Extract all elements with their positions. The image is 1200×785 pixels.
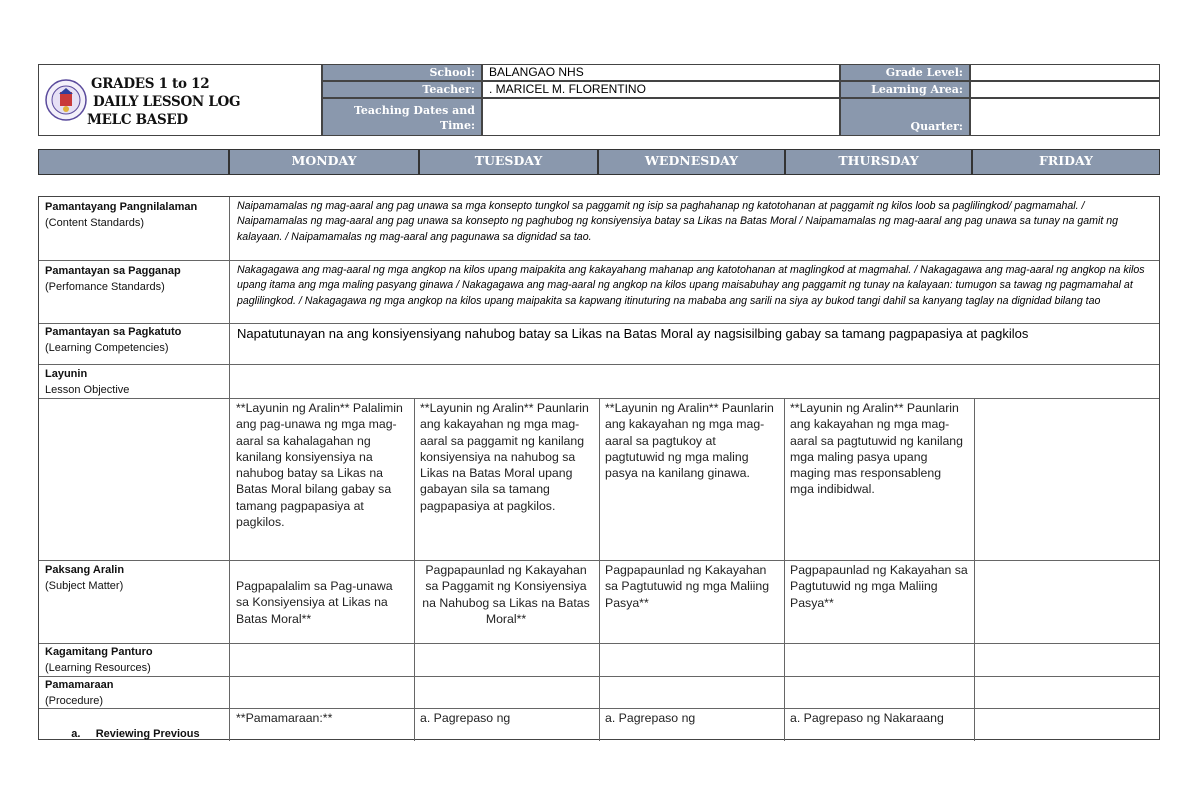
page-title [87,75,241,129]
reviewing-cell-wednesday[interactable]: a. Pagrepaso ng [605,711,696,725]
lesson-objective-sub: Lesson Objective [45,384,130,396]
day-header-blank [38,149,229,175]
column-divider [599,398,600,741]
day-header-row [38,149,1160,175]
learning-resources-label [45,644,153,676]
learning-competencies-text[interactable]: Napatutunayan na ang konsiyensiyang nahubog batay sa Likas na Batas Moral ay nagsisilbing gabay sa tamang pagpapasiya at pagkilos [237,326,1029,341]
performance-standards-sub: (Perfomance Standards) [45,281,165,293]
grade-level-label: Grade Level: [840,64,970,81]
subject-cell-wednesday[interactable]: Pagpapaunlad ng Kakayahan sa Pagtutuwid ng mga Maliing Pasya** [605,563,770,610]
dates-label [322,98,482,136]
reviewing-cell-tuesday[interactable]: a. Pagrepaso ng [420,711,511,725]
learning-resources-title: Kagamitang Panturo [45,646,153,658]
subject-matter-sub: (Subject Matter) [45,580,124,592]
learning-area-label: Learning Area: [840,81,970,98]
procedure-sub: (Procedure) [45,695,104,707]
day-header-wednesday: WEDNESDAY [598,149,785,175]
column-divider [229,197,230,741]
school-label: School: [322,64,482,81]
quarter-field[interactable] [970,98,1160,136]
dates-label-line-1: Teaching Dates and [353,104,475,117]
row-divider [39,260,1159,261]
lesson-log-table [38,196,1160,740]
content-standards-text[interactable]: Naipamamalas ng mag-aaral ang pag unawa sa mga konsepto tungkol sa paggamit ng isip sa paghahanap ng katotohanan at paggamit ng kilos loob sa paglilingkod/ pagmamahal. / Naipamamalas ng mag-aaral ang pag unawa sa konsepto ng paghubog ng konsiyensiya batay sa Likas na Batas Moral / Naipamamalas ng mag-aaral ang pag unawa sa tunay na gamit ng kalayaan. / Naipamamalas ng mag-aaral ang pagunawa sa dignidad sa tao. [237,200,1119,243]
lesson-objective-label [45,366,129,398]
header-title-box [38,64,322,136]
performance-standards-text[interactable]: Nakagagawa ang mag-aaral ng mga angkop na kilos upang maipakita ang kakayahang mahanap ang katotohanan at maglingkod at magmahal. / Nakagagawa ang mag-aaral ng angkop na kilos upang itama ang mga maling pasyang ginawa / Nakagagawa ang mag-aaral ng angkop na kilos upang maisabuhay ang paggamit ng tunay na kalayaan: tumugon sa tawag ng pagmamahal at paglilingkod. / Nakagagawa ng mga angkop na kilos upang maipakita sa kapwang itinuturing na mababa ang sarili na siya ay bukod tangi dahil sa kanyang taglay na dignidad bilang tao [237,264,1145,307]
reviewing-cell-thursday[interactable]: a. Pagrepaso ng Nakaraang [790,711,944,725]
dates-field[interactable] [482,98,840,136]
grade-level-field[interactable] [970,64,1160,81]
teacher-label: Teacher: [322,81,482,98]
learning-competencies-sub: (Learning Competencies) [45,342,169,354]
objective-cell-thursday[interactable]: **Layunin ng Aralin** Paunlarin ang kakayahan ng mga mag-aaral sa pagtutuwid ng kanilang mga maling pasya upang maging mas responsableng mga indibidwal. [790,401,963,497]
day-header-monday: MONDAY [229,149,419,175]
subject-matter-label [45,562,124,594]
day-header-tuesday: TUESDAY [419,149,598,175]
reviewing-previous-label [59,710,200,758]
learning-competencies-label [45,324,181,356]
objective-cell-tuesday[interactable]: **Layunin ng Aralin** Paunlarin ang kakayahan ng mga mag-aaral sa paggamit ng kanilang konsiyensiya na nahubog sa Likas na Batas Moral upang gabayan sila sa tamang pagpapasiya at pagkilos. [420,401,589,513]
row-divider [39,364,1159,365]
learning-area-field[interactable] [970,81,1160,98]
subject-cell-tuesday[interactable]: Pagpapaunlad ng Kakayahan sa Paggamit ng Konsiyensiya na Nahubog sa Likas na Batas Moral** [422,563,590,626]
objective-cell-wednesday[interactable]: **Layunin ng Aralin** Paunlarin ang kakayahan ng mga mag-aaral sa pagtukoy at pagtutuwid ng mga maling pasya na kanilang ginawa. [605,401,774,481]
reviewing-previous-title: a. Reviewing Previous [71,728,200,740]
learning-competencies-title: Pamantayan sa Pagkatuto [45,326,182,338]
reviewing-cell-monday[interactable]: **Pamamaraan:** [236,711,333,725]
day-header-friday: FRIDAY [972,149,1160,175]
dates-label-line-2: Time: [439,119,475,132]
objective-cell-monday[interactable]: **Layunin ng Aralin** Palalimin ang pag-unawa ng mga mag-aaral sa kahalagahan ng kanilang konsiyensiya na nahubog batay sa Likas na Batas Moral bilang gabay sa tamang pagpapasiya at pagkilos. [236,401,403,530]
row-divider [39,323,1159,324]
quarter-label: Quarter: [840,98,970,136]
teacher-field[interactable]: . MARICEL M. FLORENTINO [482,81,840,98]
column-divider [414,398,415,741]
deped-seal-icon [45,79,87,121]
title-line-3: MELC BASED [87,112,188,128]
procedure-label [45,677,114,709]
performance-standards-label [45,263,181,295]
subject-matter-title: Paksang Aralin [45,564,125,576]
column-divider [784,398,785,741]
day-header-thursday: THURSDAY [785,149,972,175]
school-field[interactable]: BALANGAO NHS [482,64,840,81]
content-standards-title: Pamantayang Pangnilalaman [45,201,198,213]
title-line-2: DAILY LESSON LOG [93,94,241,110]
header-info-grid [322,64,1160,136]
procedure-title: Pamamaraan [45,679,114,691]
subject-cell-monday[interactable]: Pagpapalalim sa Pag-unawa sa Konsiyensiya at Likas na Batas Moral** [236,579,393,626]
content-standards-sub: (Content Standards) [45,217,145,229]
content-standards-label [45,199,197,231]
column-divider [974,398,975,741]
performance-standards-title: Pamantayan sa Pagganap [45,265,181,277]
learning-resources-sub: (Learning Resources) [45,662,151,674]
lesson-objective-title: Layunin [45,368,88,380]
title-line-1: GRADES 1 to 12 [91,76,210,92]
subject-cell-thursday[interactable]: Pagpapaunlad ng Kakayahan sa Pagtutuwid ng mga Maliing Pasya** [790,563,968,610]
